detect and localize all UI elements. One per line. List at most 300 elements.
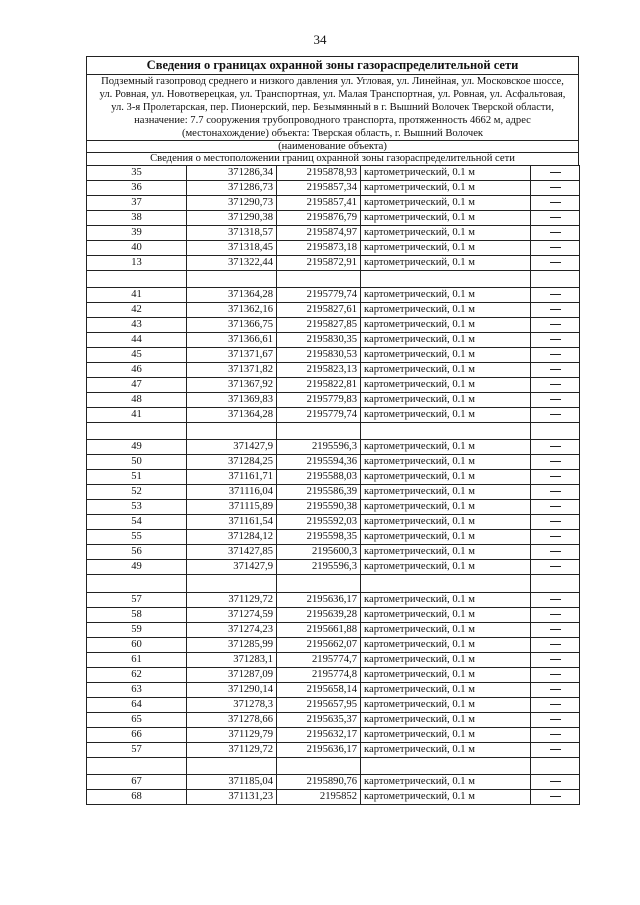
dash-mark [550,369,561,370]
extra-cell [531,256,580,271]
x-coordinate-cell: 371290,73 [187,196,277,211]
method-cell: картометрический, 0.1 м [361,256,531,271]
method-cell: картометрический, 0.1 м [361,378,531,393]
y-coordinate-cell: 2195822,81 [277,378,361,393]
method-cell: картометрический, 0.1 м [361,363,531,378]
y-coordinate-cell: 2195600,3 [277,545,361,560]
dash-mark [550,414,561,415]
y-coordinate-cell: 2195876,79 [277,211,361,226]
extra-cell [531,318,580,333]
x-coordinate-cell: 371290,38 [187,211,277,226]
x-coordinate-cell: 371287,09 [187,667,277,682]
y-coordinate-cell: 2195639,28 [277,607,361,622]
extra-cell [531,485,580,500]
x-coordinate-cell: 371318,45 [187,241,277,256]
x-coordinate-cell: 371185,04 [187,774,277,789]
x-coordinate-cell: 371286,34 [187,166,277,181]
extra-cell [531,607,580,622]
empty-cell [187,423,277,440]
point-number-cell: 59 [87,622,187,637]
dash-mark [550,689,561,690]
extra-cell [531,742,580,757]
object-description [87,75,578,141]
dash-mark [550,294,561,295]
location-caption: Сведения о местоположении границ охранной зоны газораспределительной сети [150,153,515,164]
table-row [87,530,580,545]
y-coordinate-cell: 2195779,74 [277,408,361,423]
method-cell: картометрический, 0.1 м [361,226,531,241]
extra-cell [531,241,580,256]
dash-mark [550,551,561,552]
table-row [87,667,580,682]
method-cell: картометрический, 0.1 м [361,241,531,256]
empty-cell [361,757,531,774]
dash-mark [550,629,561,630]
y-coordinate-cell: 2195852 [277,789,361,804]
y-coordinate-cell: 2195590,38 [277,500,361,515]
method-cell: картометрический, 0.1 м [361,742,531,757]
point-number-cell: 53 [87,500,187,515]
table-row [87,211,580,226]
table-row [87,196,580,211]
extra-cell [531,592,580,607]
y-coordinate-cell: 2195636,17 [277,592,361,607]
extra-cell [531,637,580,652]
table-row [87,592,580,607]
object-line: ул. 3-я Пролетарская, пер. Пионерский, пер. Безымянный в г. Вышний Волочек Тверской области, [111,101,554,113]
y-coordinate-cell: 2195872,91 [277,256,361,271]
method-cell: картометрический, 0.1 м [361,622,531,637]
x-coordinate-cell: 371285,99 [187,637,277,652]
dash-mark [550,446,561,447]
method-cell: картометрический, 0.1 м [361,592,531,607]
x-coordinate-cell: 371283,1 [187,652,277,667]
dash-mark [550,247,561,248]
method-cell: картометрический, 0.1 м [361,560,531,575]
y-coordinate-cell: 2195596,3 [277,560,361,575]
method-cell: картометрический, 0.1 м [361,440,531,455]
point-number-cell: 37 [87,196,187,211]
dash-mark [550,704,561,705]
y-coordinate-cell: 2195661,88 [277,622,361,637]
x-coordinate-cell: 371284,12 [187,530,277,545]
point-number-cell: 38 [87,211,187,226]
point-number-cell: 49 [87,440,187,455]
x-coordinate-cell: 371322,44 [187,256,277,271]
x-coordinate-cell: 371274,23 [187,622,277,637]
table-row [87,408,580,423]
table-row [87,181,580,196]
x-coordinate-cell: 371129,79 [187,727,277,742]
point-number-cell: 64 [87,697,187,712]
table-row [87,318,580,333]
method-cell: картометрический, 0.1 м [361,697,531,712]
dash-mark [550,796,561,797]
extra-cell [531,181,580,196]
page-number: 34 [313,32,327,47]
x-coordinate-cell: 371129,72 [187,592,277,607]
dash-mark [550,262,561,263]
empty-cell [361,575,531,592]
extra-cell [531,378,580,393]
dash-mark [550,172,561,173]
extra-cell [531,697,580,712]
x-coordinate-cell: 371131,23 [187,789,277,804]
point-number-cell: 46 [87,363,187,378]
table-row [87,256,580,271]
y-coordinate-cell: 2195586,39 [277,485,361,500]
coordinates-table [86,165,580,805]
table-row [87,348,580,363]
x-coordinate-cell: 371427,9 [187,560,277,575]
x-coordinate-cell: 371362,16 [187,303,277,318]
y-coordinate-cell: 2195632,17 [277,727,361,742]
empty-cell [531,575,580,592]
extra-cell [531,789,580,804]
method-cell: картометрический, 0.1 м [361,515,531,530]
point-number-cell: 67 [87,774,187,789]
method-cell: картометрический, 0.1 м [361,682,531,697]
dash-mark [550,232,561,233]
document-title: Сведения о границах охранной зоны газораспределительной сети [87,57,578,75]
point-number-cell: 41 [87,408,187,423]
dash-mark [550,644,561,645]
point-number-cell: 39 [87,226,187,241]
x-coordinate-cell: 371367,92 [187,378,277,393]
y-coordinate-cell: 2195830,35 [277,333,361,348]
empty-cell [361,423,531,440]
empty-cell [531,271,580,288]
y-coordinate-cell: 2195636,17 [277,742,361,757]
dash-mark [550,384,561,385]
method-cell: картометрический, 0.1 м [361,318,531,333]
dash-mark [550,781,561,782]
method-cell: картометрический, 0.1 м [361,500,531,515]
extra-cell [531,226,580,241]
extra-cell [531,333,580,348]
dash-mark [550,461,561,462]
separator-row [87,423,580,440]
dash-mark [550,217,561,218]
table-header [86,56,579,166]
dash-mark [550,202,561,203]
table-row [87,515,580,530]
empty-cell [277,575,361,592]
y-coordinate-cell: 2195827,85 [277,318,361,333]
y-coordinate-cell: 2195588,03 [277,470,361,485]
extra-cell [531,166,580,181]
x-coordinate-cell: 371116,04 [187,485,277,500]
empty-cell [187,271,277,288]
table-row [87,440,580,455]
dash-mark [550,187,561,188]
x-coordinate-cell: 371364,28 [187,288,277,303]
method-cell: картометрический, 0.1 м [361,667,531,682]
extra-cell [531,530,580,545]
table-row [87,560,580,575]
table-row [87,393,580,408]
empty-cell [531,423,580,440]
point-number-cell: 36 [87,181,187,196]
method-cell: картометрический, 0.1 м [361,774,531,789]
extra-cell [531,211,580,226]
point-number-cell: 57 [87,742,187,757]
point-number-cell: 43 [87,318,187,333]
table-row [87,742,580,757]
x-coordinate-cell: 371290,14 [187,682,277,697]
point-number-cell: 65 [87,712,187,727]
dash-mark [550,719,561,720]
point-number-cell: 35 [87,166,187,181]
point-number-cell: 60 [87,637,187,652]
table-row [87,333,580,348]
extra-cell [531,440,580,455]
table-row [87,774,580,789]
table-row [87,303,580,318]
table-row [87,226,580,241]
y-coordinate-cell: 2195779,83 [277,393,361,408]
extra-cell [531,303,580,318]
table-row [87,622,580,637]
extra-cell [531,682,580,697]
empty-cell [87,423,187,440]
point-number-cell: 45 [87,348,187,363]
empty-cell [187,757,277,774]
empty-cell [277,757,361,774]
extra-cell [531,363,580,378]
point-number-cell: 52 [87,485,187,500]
empty-cell [277,271,361,288]
method-cell: картометрический, 0.1 м [361,727,531,742]
extra-cell [531,515,580,530]
point-number-cell: 47 [87,378,187,393]
table-row [87,637,580,652]
dash-mark [550,491,561,492]
x-coordinate-cell: 371371,82 [187,363,277,378]
point-number-cell: 40 [87,241,187,256]
separator-row [87,757,580,774]
method-cell: картометрический, 0.1 м [361,408,531,423]
method-cell: картометрический, 0.1 м [361,303,531,318]
dash-mark [550,566,561,567]
dash-mark [550,749,561,750]
method-cell: картометрический, 0.1 м [361,181,531,196]
method-cell: картометрический, 0.1 м [361,196,531,211]
dash-mark [550,399,561,400]
y-coordinate-cell: 2195878,93 [277,166,361,181]
table-row [87,378,580,393]
extra-cell [531,393,580,408]
x-coordinate-cell: 371427,9 [187,440,277,455]
extra-cell [531,667,580,682]
point-number-cell: 58 [87,607,187,622]
method-cell: картометрический, 0.1 м [361,393,531,408]
y-coordinate-cell: 2195658,14 [277,682,361,697]
empty-cell [87,575,187,592]
method-cell: картометрический, 0.1 м [361,712,531,727]
dash-mark [550,339,561,340]
y-coordinate-cell: 2195857,34 [277,181,361,196]
point-number-cell: 13 [87,256,187,271]
point-number-cell: 51 [87,470,187,485]
table-row [87,789,580,804]
x-coordinate-cell: 371318,57 [187,226,277,241]
x-coordinate-cell: 371286,73 [187,181,277,196]
y-coordinate-cell: 2195779,74 [277,288,361,303]
dash-mark [550,521,561,522]
table-row [87,500,580,515]
x-coordinate-cell: 371364,28 [187,408,277,423]
extra-cell [531,196,580,211]
extra-cell [531,348,580,363]
x-coordinate-cell: 371278,3 [187,697,277,712]
extra-cell [531,470,580,485]
x-coordinate-cell: 371427,85 [187,545,277,560]
method-cell: картометрический, 0.1 м [361,470,531,485]
table-row [87,607,580,622]
method-cell: картометрический, 0.1 м [361,652,531,667]
x-coordinate-cell: 371371,67 [187,348,277,363]
point-number-cell: 56 [87,545,187,560]
y-coordinate-cell: 2195857,41 [277,196,361,211]
y-coordinate-cell: 2195594,36 [277,455,361,470]
x-coordinate-cell: 371129,72 [187,742,277,757]
y-coordinate-cell: 2195657,95 [277,697,361,712]
extra-cell [531,545,580,560]
table-row [87,166,580,181]
dash-mark [550,354,561,355]
point-number-cell: 55 [87,530,187,545]
point-number-cell: 48 [87,393,187,408]
extra-cell [531,774,580,789]
extra-cell [531,652,580,667]
method-cell: картометрический, 0.1 м [361,530,531,545]
x-coordinate-cell: 371284,25 [187,455,277,470]
extra-cell [531,712,580,727]
table-row [87,652,580,667]
x-coordinate-cell: 371161,71 [187,470,277,485]
table-row [87,682,580,697]
y-coordinate-cell: 2195774,8 [277,667,361,682]
point-number-cell: 62 [87,667,187,682]
x-coordinate-cell: 371366,61 [187,333,277,348]
x-coordinate-cell: 371115,89 [187,500,277,515]
extra-cell [531,560,580,575]
x-coordinate-cell: 371278,66 [187,712,277,727]
dash-mark [550,324,561,325]
extra-cell [531,288,580,303]
point-number-cell: 57 [87,592,187,607]
document-frame [86,56,579,805]
table-row [87,697,580,712]
point-number-cell: 66 [87,727,187,742]
y-coordinate-cell: 2195592,03 [277,515,361,530]
point-number-cell: 41 [87,288,187,303]
separator-row [87,575,580,592]
method-cell: картометрический, 0.1 м [361,789,531,804]
method-cell: картометрический, 0.1 м [361,348,531,363]
extra-cell [531,455,580,470]
extra-cell [531,408,580,423]
empty-cell [531,757,580,774]
method-cell: картометрический, 0.1 м [361,166,531,181]
point-number-cell: 61 [87,652,187,667]
object-line: назначение: 7.7 сооружения трубопроводного транспорта, протяженность 4662 м, адрес [134,114,531,126]
dash-mark [550,536,561,537]
x-coordinate-cell: 371274,59 [187,607,277,622]
empty-cell [87,757,187,774]
point-number-cell: 49 [87,560,187,575]
table-row [87,241,580,256]
object-caption: (наименование объекта) [87,141,578,153]
empty-cell [277,423,361,440]
table-row [87,727,580,742]
dash-mark [550,614,561,615]
point-number-cell: 54 [87,515,187,530]
extra-cell [531,500,580,515]
method-cell: картометрический, 0.1 м [361,288,531,303]
y-coordinate-cell: 2195874,97 [277,226,361,241]
y-coordinate-cell: 2195890,76 [277,774,361,789]
y-coordinate-cell: 2195830,53 [277,348,361,363]
y-coordinate-cell: 2195598,35 [277,530,361,545]
point-number-cell: 42 [87,303,187,318]
empty-cell [187,575,277,592]
method-cell: картометрический, 0.1 м [361,211,531,226]
y-coordinate-cell: 2195827,61 [277,303,361,318]
dash-mark [550,309,561,310]
y-coordinate-cell: 2195774,7 [277,652,361,667]
x-coordinate-cell: 371366,75 [187,318,277,333]
point-number-cell: 68 [87,789,187,804]
dash-mark [550,659,561,660]
dash-mark [550,506,561,507]
object-line: (местонахождение) объекта: Тверская область, г. Вышний Волочек [181,127,484,139]
method-cell: картометрический, 0.1 м [361,333,531,348]
extra-cell [531,622,580,637]
table-row [87,545,580,560]
object-line: Подземный газопровод среднего и низкого давления ул. Угловая, ул. Линейная, ул. Московское шоссе, [101,76,564,87]
empty-cell [361,271,531,288]
method-cell: картометрический, 0.1 м [361,485,531,500]
method-cell: картометрический, 0.1 м [361,637,531,652]
table-row [87,712,580,727]
y-coordinate-cell: 2195635,37 [277,712,361,727]
point-number-cell: 44 [87,333,187,348]
dash-mark [550,476,561,477]
point-number-cell: 63 [87,682,187,697]
table-row [87,485,580,500]
empty-cell [87,271,187,288]
object-line: ул. Ровная, ул. Новотверецкая, ул. Транспортная, ул. Малая Транспортная, ул. Ровная, ул. Асфальтовая, [99,88,566,100]
point-number-cell: 50 [87,455,187,470]
method-cell: картометрический, 0.1 м [361,545,531,560]
extra-cell [531,727,580,742]
table-row [87,470,580,485]
x-coordinate-cell: 371161,54 [187,515,277,530]
separator-row [87,271,580,288]
coordinates-table-body [87,166,580,805]
table-row [87,363,580,378]
y-coordinate-cell: 2195873,18 [277,241,361,256]
table-row [87,288,580,303]
y-coordinate-cell: 2195823,13 [277,363,361,378]
y-coordinate-cell: 2195596,3 [277,440,361,455]
table-row [87,455,580,470]
method-cell: картометрический, 0.1 м [361,607,531,622]
dash-mark [550,599,561,600]
dash-mark [550,674,561,675]
